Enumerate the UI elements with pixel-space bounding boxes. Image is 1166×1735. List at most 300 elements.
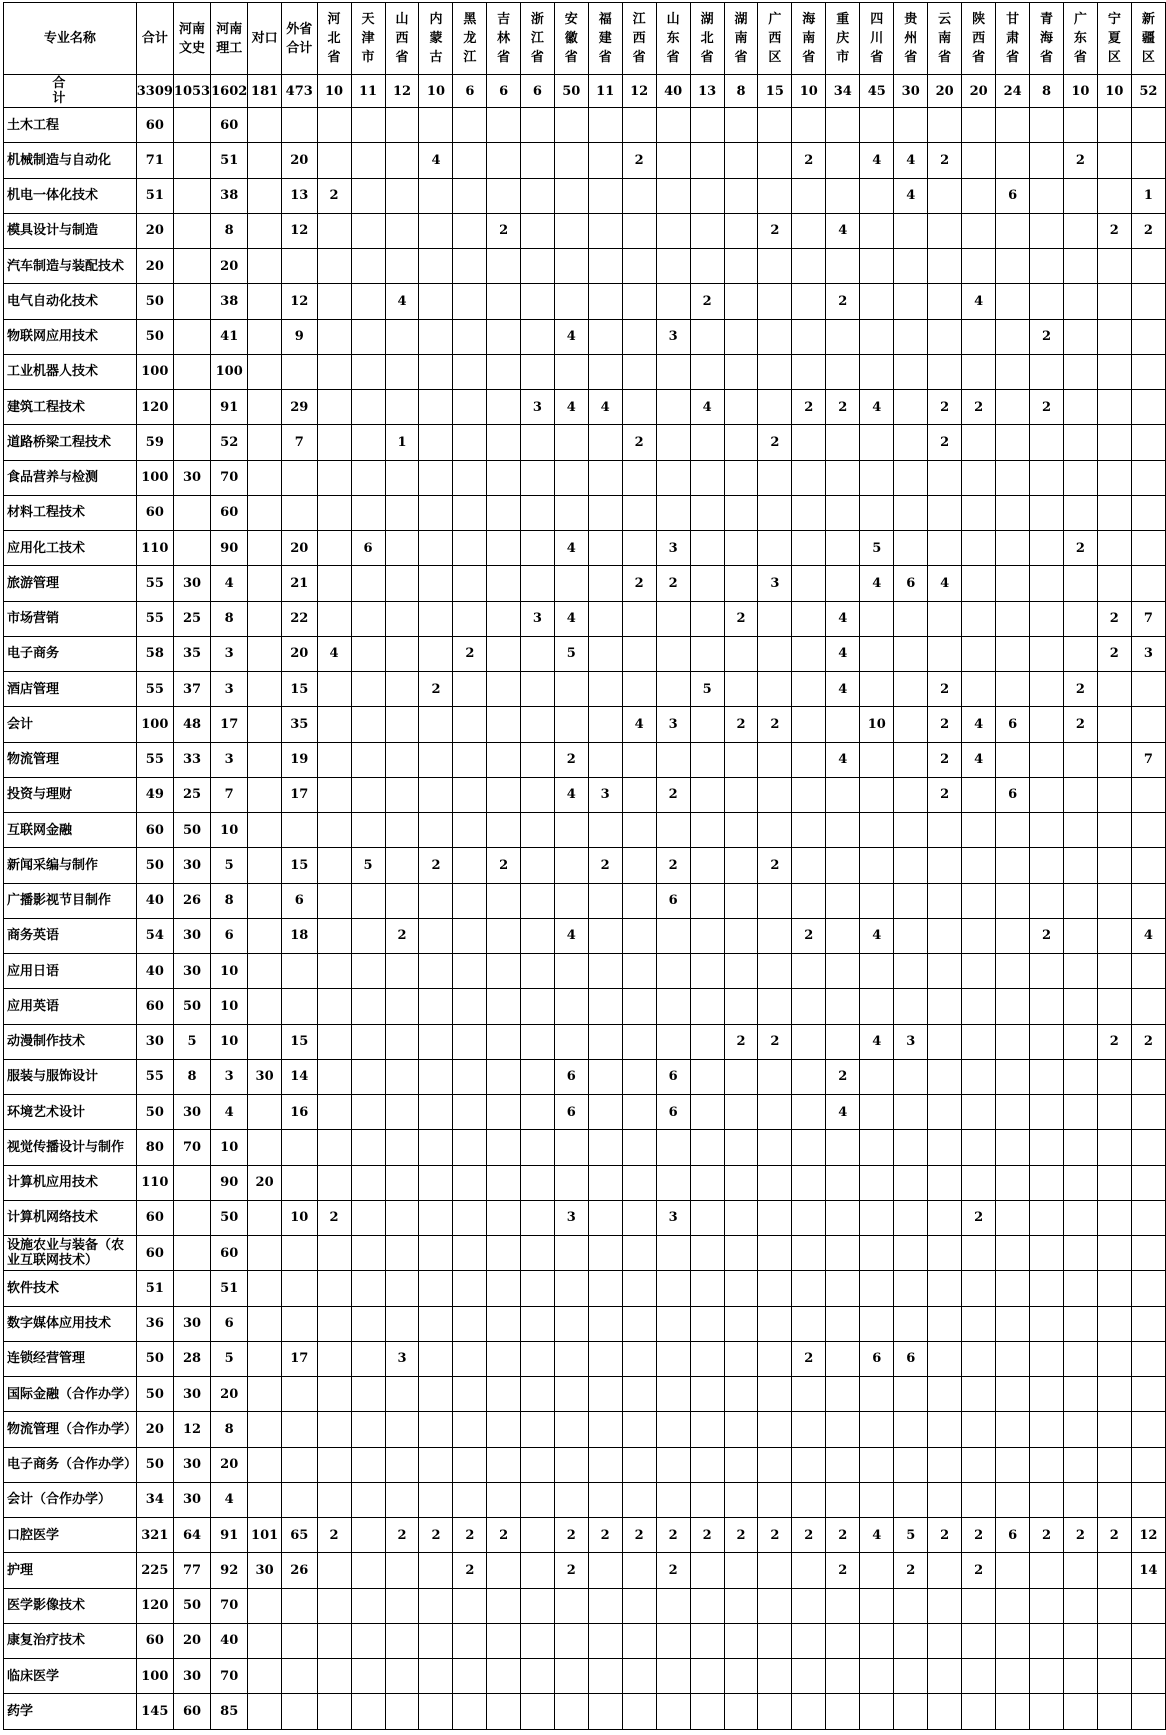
value-cell: 4	[554, 918, 588, 953]
value-cell: 7	[1131, 601, 1165, 636]
value-cell	[1131, 1341, 1165, 1376]
value-cell	[1131, 249, 1165, 284]
value-cell: 50	[136, 1095, 173, 1130]
value-cell	[690, 1659, 724, 1694]
value-cell	[317, 390, 351, 425]
value-cell	[487, 1059, 521, 1094]
value-cell	[248, 989, 282, 1024]
value-cell	[453, 319, 487, 354]
value-cell	[487, 883, 521, 918]
value-cell	[588, 1130, 622, 1165]
value-cell: 2	[826, 1059, 860, 1094]
value-cell	[1063, 954, 1097, 989]
value-cell: 60	[136, 495, 173, 530]
value-cell	[962, 1694, 996, 1729]
value-cell	[1063, 1271, 1097, 1306]
value-cell	[962, 848, 996, 883]
value-cell	[1030, 1694, 1064, 1729]
value-cell	[996, 883, 1030, 918]
value-cell	[622, 989, 656, 1024]
value-cell	[962, 1623, 996, 1658]
value-cell: 30	[173, 918, 210, 953]
value-cell: 3	[211, 636, 248, 671]
value-cell: 2	[1131, 213, 1165, 248]
header-col-3: 对口	[248, 3, 282, 75]
value-cell: 321	[136, 1518, 173, 1553]
value-cell	[1063, 883, 1097, 918]
value-cell	[317, 143, 351, 178]
value-cell	[351, 742, 385, 777]
value-cell	[248, 143, 282, 178]
major-name-cell: 模具设计与制造	[4, 213, 137, 248]
value-cell	[588, 1377, 622, 1412]
value-cell	[317, 425, 351, 460]
value-cell	[520, 777, 554, 812]
value-cell	[351, 707, 385, 742]
value-cell	[588, 707, 622, 742]
value-cell	[453, 672, 487, 707]
value-cell	[690, 1341, 724, 1376]
value-cell	[385, 1306, 419, 1341]
value-cell	[419, 883, 453, 918]
value-cell: 2	[1097, 601, 1131, 636]
major-name-cell: 康复治疗技术	[4, 1623, 137, 1658]
major-name-cell: 汽车制造与装配技术	[4, 249, 137, 284]
value-cell	[317, 354, 351, 389]
value-cell: 2	[1030, 1518, 1064, 1553]
value-cell: 26	[173, 883, 210, 918]
value-cell	[894, 1306, 928, 1341]
value-cell	[487, 672, 521, 707]
value-cell	[656, 390, 690, 425]
value-cell: 6	[656, 883, 690, 918]
value-cell	[996, 1130, 1030, 1165]
value-cell: 2	[554, 1518, 588, 1553]
value-cell	[281, 1659, 317, 1694]
value-cell	[758, 672, 792, 707]
header-col-6: 天津市	[351, 3, 385, 75]
value-cell	[962, 1341, 996, 1376]
value-cell	[554, 178, 588, 213]
value-cell	[351, 989, 385, 1024]
value-cell	[453, 1623, 487, 1658]
value-cell: 8	[1030, 75, 1064, 108]
value-cell: 6	[554, 1059, 588, 1094]
value-cell: 50	[554, 75, 588, 108]
value-cell	[1131, 672, 1165, 707]
value-cell	[1097, 848, 1131, 883]
value-cell	[826, 848, 860, 883]
value-cell	[1131, 1377, 1165, 1412]
value-cell	[351, 390, 385, 425]
value-cell	[894, 425, 928, 460]
value-cell	[1097, 777, 1131, 812]
value-cell	[588, 249, 622, 284]
value-cell	[385, 1059, 419, 1094]
value-cell	[1063, 1095, 1097, 1130]
value-cell	[554, 989, 588, 1024]
value-cell: 51	[211, 1271, 248, 1306]
value-cell: 4	[826, 672, 860, 707]
value-cell	[351, 1200, 385, 1235]
value-cell	[996, 848, 1030, 883]
major-name-cell: 会计	[4, 707, 137, 742]
value-cell: 1	[385, 425, 419, 460]
value-cell: 29	[281, 390, 317, 425]
value-cell	[962, 672, 996, 707]
value-cell	[826, 354, 860, 389]
table-row	[4, 1377, 1166, 1412]
value-cell	[962, 460, 996, 495]
value-cell	[554, 954, 588, 989]
value-cell	[248, 1306, 282, 1341]
value-cell	[758, 1271, 792, 1306]
value-cell	[248, 883, 282, 918]
value-cell	[792, 566, 826, 601]
value-cell	[656, 1623, 690, 1658]
value-cell	[724, 284, 758, 319]
value-cell	[962, 813, 996, 848]
value-cell	[1063, 354, 1097, 389]
value-cell	[385, 1024, 419, 1059]
value-cell	[385, 848, 419, 883]
table-row	[4, 813, 1166, 848]
value-cell	[588, 1412, 622, 1447]
value-cell	[351, 178, 385, 213]
value-cell	[622, 1412, 656, 1447]
value-cell	[385, 1447, 419, 1482]
value-cell	[554, 143, 588, 178]
value-cell	[248, 918, 282, 953]
value-cell	[520, 954, 554, 989]
value-cell: 6	[656, 1059, 690, 1094]
value-cell	[826, 989, 860, 1024]
value-cell	[962, 108, 996, 143]
value-cell: 2	[758, 1518, 792, 1553]
value-cell: 40	[211, 1623, 248, 1658]
value-cell: 20	[281, 143, 317, 178]
table-row	[4, 636, 1166, 671]
value-cell	[351, 1518, 385, 1553]
value-cell	[317, 1059, 351, 1094]
value-cell	[758, 954, 792, 989]
major-name-cell: 旅游管理	[4, 566, 137, 601]
value-cell	[1131, 1306, 1165, 1341]
value-cell	[996, 390, 1030, 425]
value-cell	[656, 460, 690, 495]
value-cell: 2	[656, 848, 690, 883]
value-cell	[248, 1377, 282, 1412]
value-cell	[622, 1059, 656, 1094]
value-cell	[826, 1271, 860, 1306]
value-cell	[792, 1659, 826, 1694]
value-cell: 5	[211, 1341, 248, 1376]
value-cell	[928, 531, 962, 566]
value-cell	[281, 1236, 317, 1271]
value-cell	[826, 813, 860, 848]
major-name-cell: 机械制造与自动化	[4, 143, 137, 178]
value-cell: 100	[136, 707, 173, 742]
value-cell	[894, 954, 928, 989]
value-cell	[1030, 1271, 1064, 1306]
value-cell	[1131, 1659, 1165, 1694]
value-cell	[487, 1271, 521, 1306]
value-cell	[351, 883, 385, 918]
header-row	[4, 3, 1166, 75]
value-cell	[419, 1341, 453, 1376]
value-cell: 50	[136, 319, 173, 354]
value-cell	[1063, 742, 1097, 777]
value-cell	[928, 1447, 962, 1482]
value-cell	[351, 1130, 385, 1165]
value-cell	[894, 1694, 928, 1729]
value-cell	[351, 143, 385, 178]
value-cell	[1097, 1236, 1131, 1271]
value-cell	[1097, 707, 1131, 742]
value-cell	[248, 742, 282, 777]
value-cell: 30	[173, 1095, 210, 1130]
value-cell	[487, 566, 521, 601]
value-cell: 4	[826, 1095, 860, 1130]
value-cell	[792, 1553, 826, 1588]
value-cell	[453, 601, 487, 636]
value-cell	[860, 319, 894, 354]
value-cell	[622, 531, 656, 566]
value-cell	[996, 989, 1030, 1024]
value-cell	[588, 460, 622, 495]
value-cell	[860, 1130, 894, 1165]
value-cell: 2	[894, 1553, 928, 1588]
value-cell	[792, 1024, 826, 1059]
value-cell	[173, 284, 210, 319]
value-cell	[487, 1412, 521, 1447]
value-cell	[928, 1165, 962, 1200]
value-cell	[351, 495, 385, 530]
major-name-cell: 动漫制作技术	[4, 1024, 137, 1059]
value-cell	[1097, 918, 1131, 953]
value-cell: 120	[136, 1588, 173, 1623]
value-cell	[453, 1482, 487, 1517]
value-cell	[419, 1165, 453, 1200]
value-cell: 3	[588, 777, 622, 812]
value-cell	[1097, 495, 1131, 530]
value-cell	[248, 284, 282, 319]
value-cell	[385, 1623, 419, 1658]
value-cell: 2	[758, 213, 792, 248]
value-cell: 50	[136, 1341, 173, 1376]
value-cell	[622, 495, 656, 530]
value-cell	[1131, 1095, 1165, 1130]
value-cell	[453, 284, 487, 319]
value-cell	[724, 1553, 758, 1588]
value-cell	[520, 460, 554, 495]
value-cell	[453, 354, 487, 389]
value-cell: 60	[173, 1694, 210, 1729]
value-cell	[928, 1588, 962, 1623]
value-cell	[1097, 284, 1131, 319]
value-cell	[1030, 178, 1064, 213]
value-cell	[520, 1412, 554, 1447]
value-cell	[1131, 707, 1165, 742]
value-cell: 4	[860, 1024, 894, 1059]
value-cell	[996, 495, 1030, 530]
value-cell	[622, 354, 656, 389]
table-row	[4, 1165, 1166, 1200]
major-name-cell: 物流管理（合作办学）	[4, 1412, 137, 1447]
value-cell	[453, 1447, 487, 1482]
value-cell: 4	[554, 601, 588, 636]
value-cell: 2	[724, 1518, 758, 1553]
value-cell	[1131, 848, 1165, 883]
value-cell	[656, 143, 690, 178]
value-cell	[419, 1588, 453, 1623]
value-cell: 10	[317, 75, 351, 108]
value-cell	[826, 1659, 860, 1694]
value-cell	[894, 1130, 928, 1165]
value-cell	[351, 108, 385, 143]
value-cell	[419, 1306, 453, 1341]
value-cell	[419, 1200, 453, 1235]
value-cell: 6	[351, 531, 385, 566]
value-cell	[520, 742, 554, 777]
value-cell	[724, 954, 758, 989]
value-cell	[724, 1588, 758, 1623]
value-cell	[1131, 495, 1165, 530]
value-cell	[281, 954, 317, 989]
value-cell	[248, 1024, 282, 1059]
value-cell: 4	[419, 143, 453, 178]
value-cell	[248, 601, 282, 636]
value-cell: 10	[211, 954, 248, 989]
value-cell: 3	[385, 1341, 419, 1376]
value-cell	[724, 1623, 758, 1658]
value-cell	[1131, 460, 1165, 495]
value-cell	[792, 1306, 826, 1341]
value-cell: 10	[419, 75, 453, 108]
value-cell	[758, 1623, 792, 1658]
value-cell: 5	[894, 1518, 928, 1553]
value-cell: 58	[136, 636, 173, 671]
value-cell	[758, 319, 792, 354]
value-cell	[453, 1412, 487, 1447]
value-cell	[894, 460, 928, 495]
value-cell: 8	[211, 601, 248, 636]
value-cell	[758, 108, 792, 143]
value-cell	[588, 531, 622, 566]
value-cell	[928, 883, 962, 918]
value-cell: 2	[656, 1553, 690, 1588]
value-cell	[860, 742, 894, 777]
major-name-cell: 互联网金融	[4, 813, 137, 848]
value-cell: 30	[136, 1024, 173, 1059]
value-cell: 30	[173, 566, 210, 601]
header-col-11: 浙江省	[520, 3, 554, 75]
value-cell	[248, 954, 282, 989]
value-cell: 24	[996, 75, 1030, 108]
value-cell	[1097, 1377, 1131, 1412]
value-cell	[792, 1482, 826, 1517]
value-cell	[1063, 1341, 1097, 1376]
value-cell	[317, 883, 351, 918]
value-cell	[1097, 178, 1131, 213]
value-cell	[554, 1306, 588, 1341]
value-cell	[1097, 390, 1131, 425]
value-cell	[487, 319, 521, 354]
value-cell	[962, 213, 996, 248]
value-cell	[792, 1130, 826, 1165]
value-cell	[792, 178, 826, 213]
major-name-cell: 临床医学	[4, 1659, 137, 1694]
value-cell	[894, 1200, 928, 1235]
value-cell	[351, 319, 385, 354]
value-cell	[385, 460, 419, 495]
value-cell	[385, 249, 419, 284]
value-cell	[385, 1236, 419, 1271]
value-cell	[520, 566, 554, 601]
value-cell: 2	[690, 1518, 724, 1553]
value-cell	[894, 213, 928, 248]
value-cell	[1063, 1623, 1097, 1658]
value-cell	[487, 1482, 521, 1517]
value-cell: 50	[211, 1200, 248, 1235]
value-cell	[622, 178, 656, 213]
table-row	[4, 566, 1166, 601]
value-cell	[622, 1377, 656, 1412]
value-cell	[385, 1553, 419, 1588]
value-cell	[317, 1447, 351, 1482]
value-cell: 110	[136, 1165, 173, 1200]
value-cell	[317, 777, 351, 812]
value-cell: 50	[173, 813, 210, 848]
value-cell	[248, 108, 282, 143]
value-cell	[520, 1623, 554, 1658]
major-name-cell: 国际金融（合作办学）	[4, 1377, 137, 1412]
value-cell	[724, 1377, 758, 1412]
value-cell: 2	[622, 425, 656, 460]
value-cell: 11	[351, 75, 385, 108]
value-cell: 91	[211, 390, 248, 425]
value-cell	[453, 1165, 487, 1200]
value-cell	[281, 1482, 317, 1517]
value-cell	[588, 354, 622, 389]
value-cell	[281, 1447, 317, 1482]
value-cell	[996, 531, 1030, 566]
value-cell: 2	[622, 143, 656, 178]
value-cell	[317, 707, 351, 742]
value-cell	[248, 1271, 282, 1306]
value-cell	[860, 1623, 894, 1658]
value-cell: 3309	[136, 75, 173, 108]
major-name-cell: 医学影像技术	[4, 1588, 137, 1623]
value-cell	[928, 1059, 962, 1094]
value-cell: 100	[136, 354, 173, 389]
value-cell: 92	[211, 1553, 248, 1588]
table-row	[4, 1306, 1166, 1341]
value-cell: 2	[487, 213, 521, 248]
value-cell	[826, 495, 860, 530]
value-cell	[453, 1130, 487, 1165]
value-cell	[351, 284, 385, 319]
value-cell: 55	[136, 1059, 173, 1094]
value-cell	[860, 354, 894, 389]
header-col-17: 湖南省	[724, 3, 758, 75]
value-cell	[385, 636, 419, 671]
value-cell	[792, 354, 826, 389]
value-cell	[758, 1341, 792, 1376]
value-cell	[317, 460, 351, 495]
value-cell: 10	[1097, 75, 1131, 108]
value-cell: 8	[211, 213, 248, 248]
